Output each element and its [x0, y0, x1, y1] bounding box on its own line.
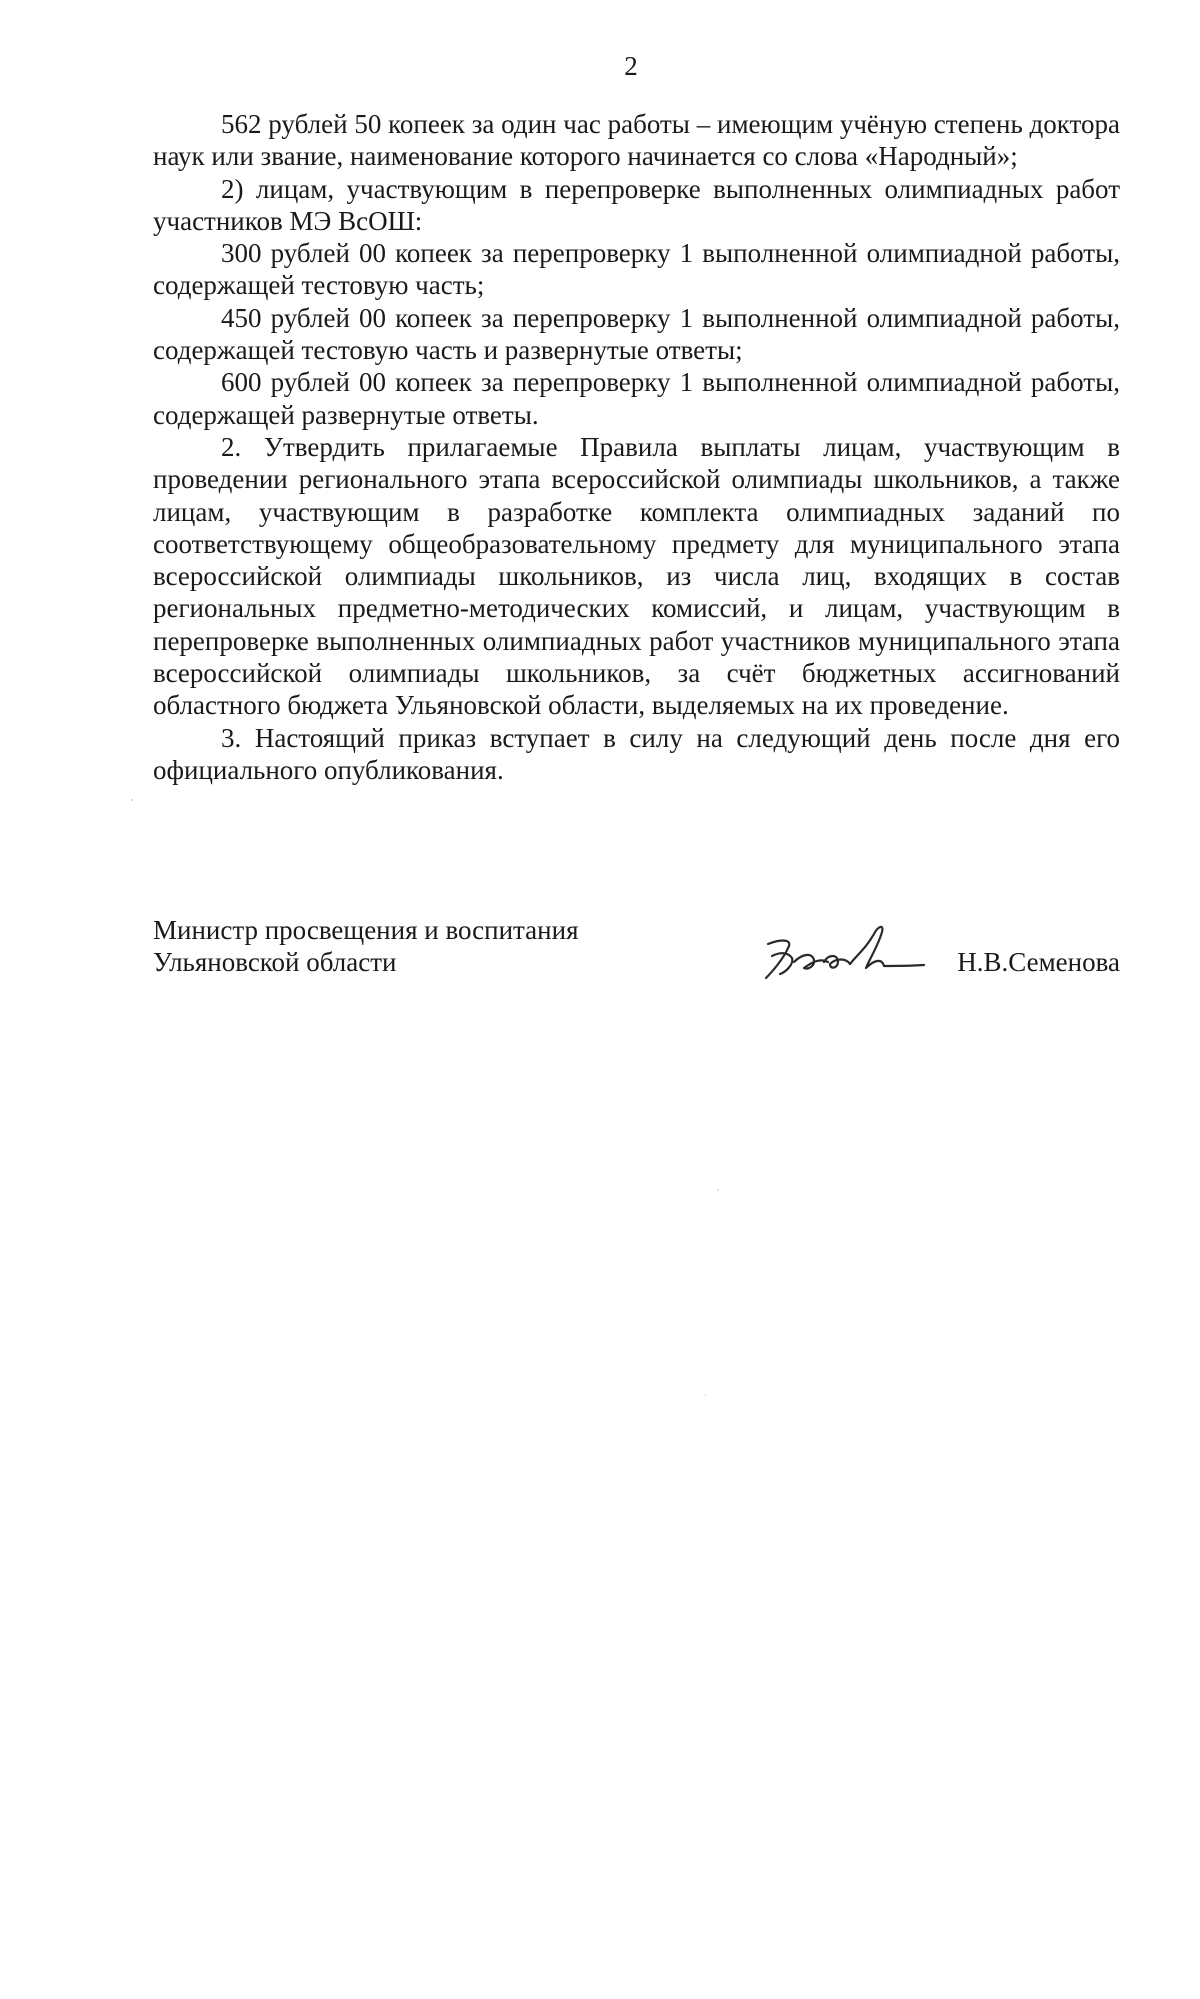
paragraph-rate-doctor: 562 рублей 50 копеек за один час работы – имеющим учёную степень доктора наук или звание, наименование которого начинается со слова «Народный»;	[153, 109, 1120, 172]
signer-title-line2: Ульяновской области	[153, 947, 397, 978]
paragraph-rate-test-and-answers: 450 рублей 00 копеек за перепроверку 1 выполненной олимпиадной работы, содержащей тестовую часть и развернутые ответы;	[153, 302, 1120, 366]
page-number: 2	[624, 51, 638, 81]
signer-title-line1: Министр просвещения и воспитания	[153, 915, 579, 945]
document-body	[153, 108, 1120, 786]
paragraph-approve-rules: 2. Утвердить прилагаемые Правила выплаты лицам, участвующим в проведении регионального этапа всероссийской олимпиады школьников, а также лицам, участвующим в разработке комплекта олимпиадных заданий по соответствующему общеобразовательному предмету для муниципального этапа всероссийской олимпиады школьников, из числа лиц, входящих в состав региональных предметно-методических комиссий, и лицам, участвующим в перепроверке выполненных олимпиадных работ участников муниципального этапа всероссийской олимпиады школьников, за счёт бюджетных ассигнований областного бюджета Ульяновской области, выделяемых на их проведение.	[153, 431, 1120, 721]
paragraph-recheck-persons: 2) лицам, участвующим в перепроверке выполненных олимпиадных работ участников МЭ ВсОШ:	[153, 173, 1120, 236]
paragraph-effective-date: 3. Настоящий приказ вступает в силу на следующий день после дня его официального опубликования.	[153, 722, 1120, 785]
signer-title	[153, 914, 579, 979]
paragraph-rate-test-part: 300 рублей 00 копеек за перепроверку 1 выполненной олимпиадной работы, содержащей тестовую часть;	[153, 238, 1120, 301]
paragraph-rate-detailed-answers: 600 рублей 00 копеек за перепроверку 1 выполненной олимпиадной работы, содержащей развернутые ответы.	[153, 367, 1120, 430]
signature-block	[153, 914, 1120, 1004]
handwritten-signature	[758, 914, 928, 989]
signer-name: Н.В.Семенова	[957, 947, 1120, 977]
